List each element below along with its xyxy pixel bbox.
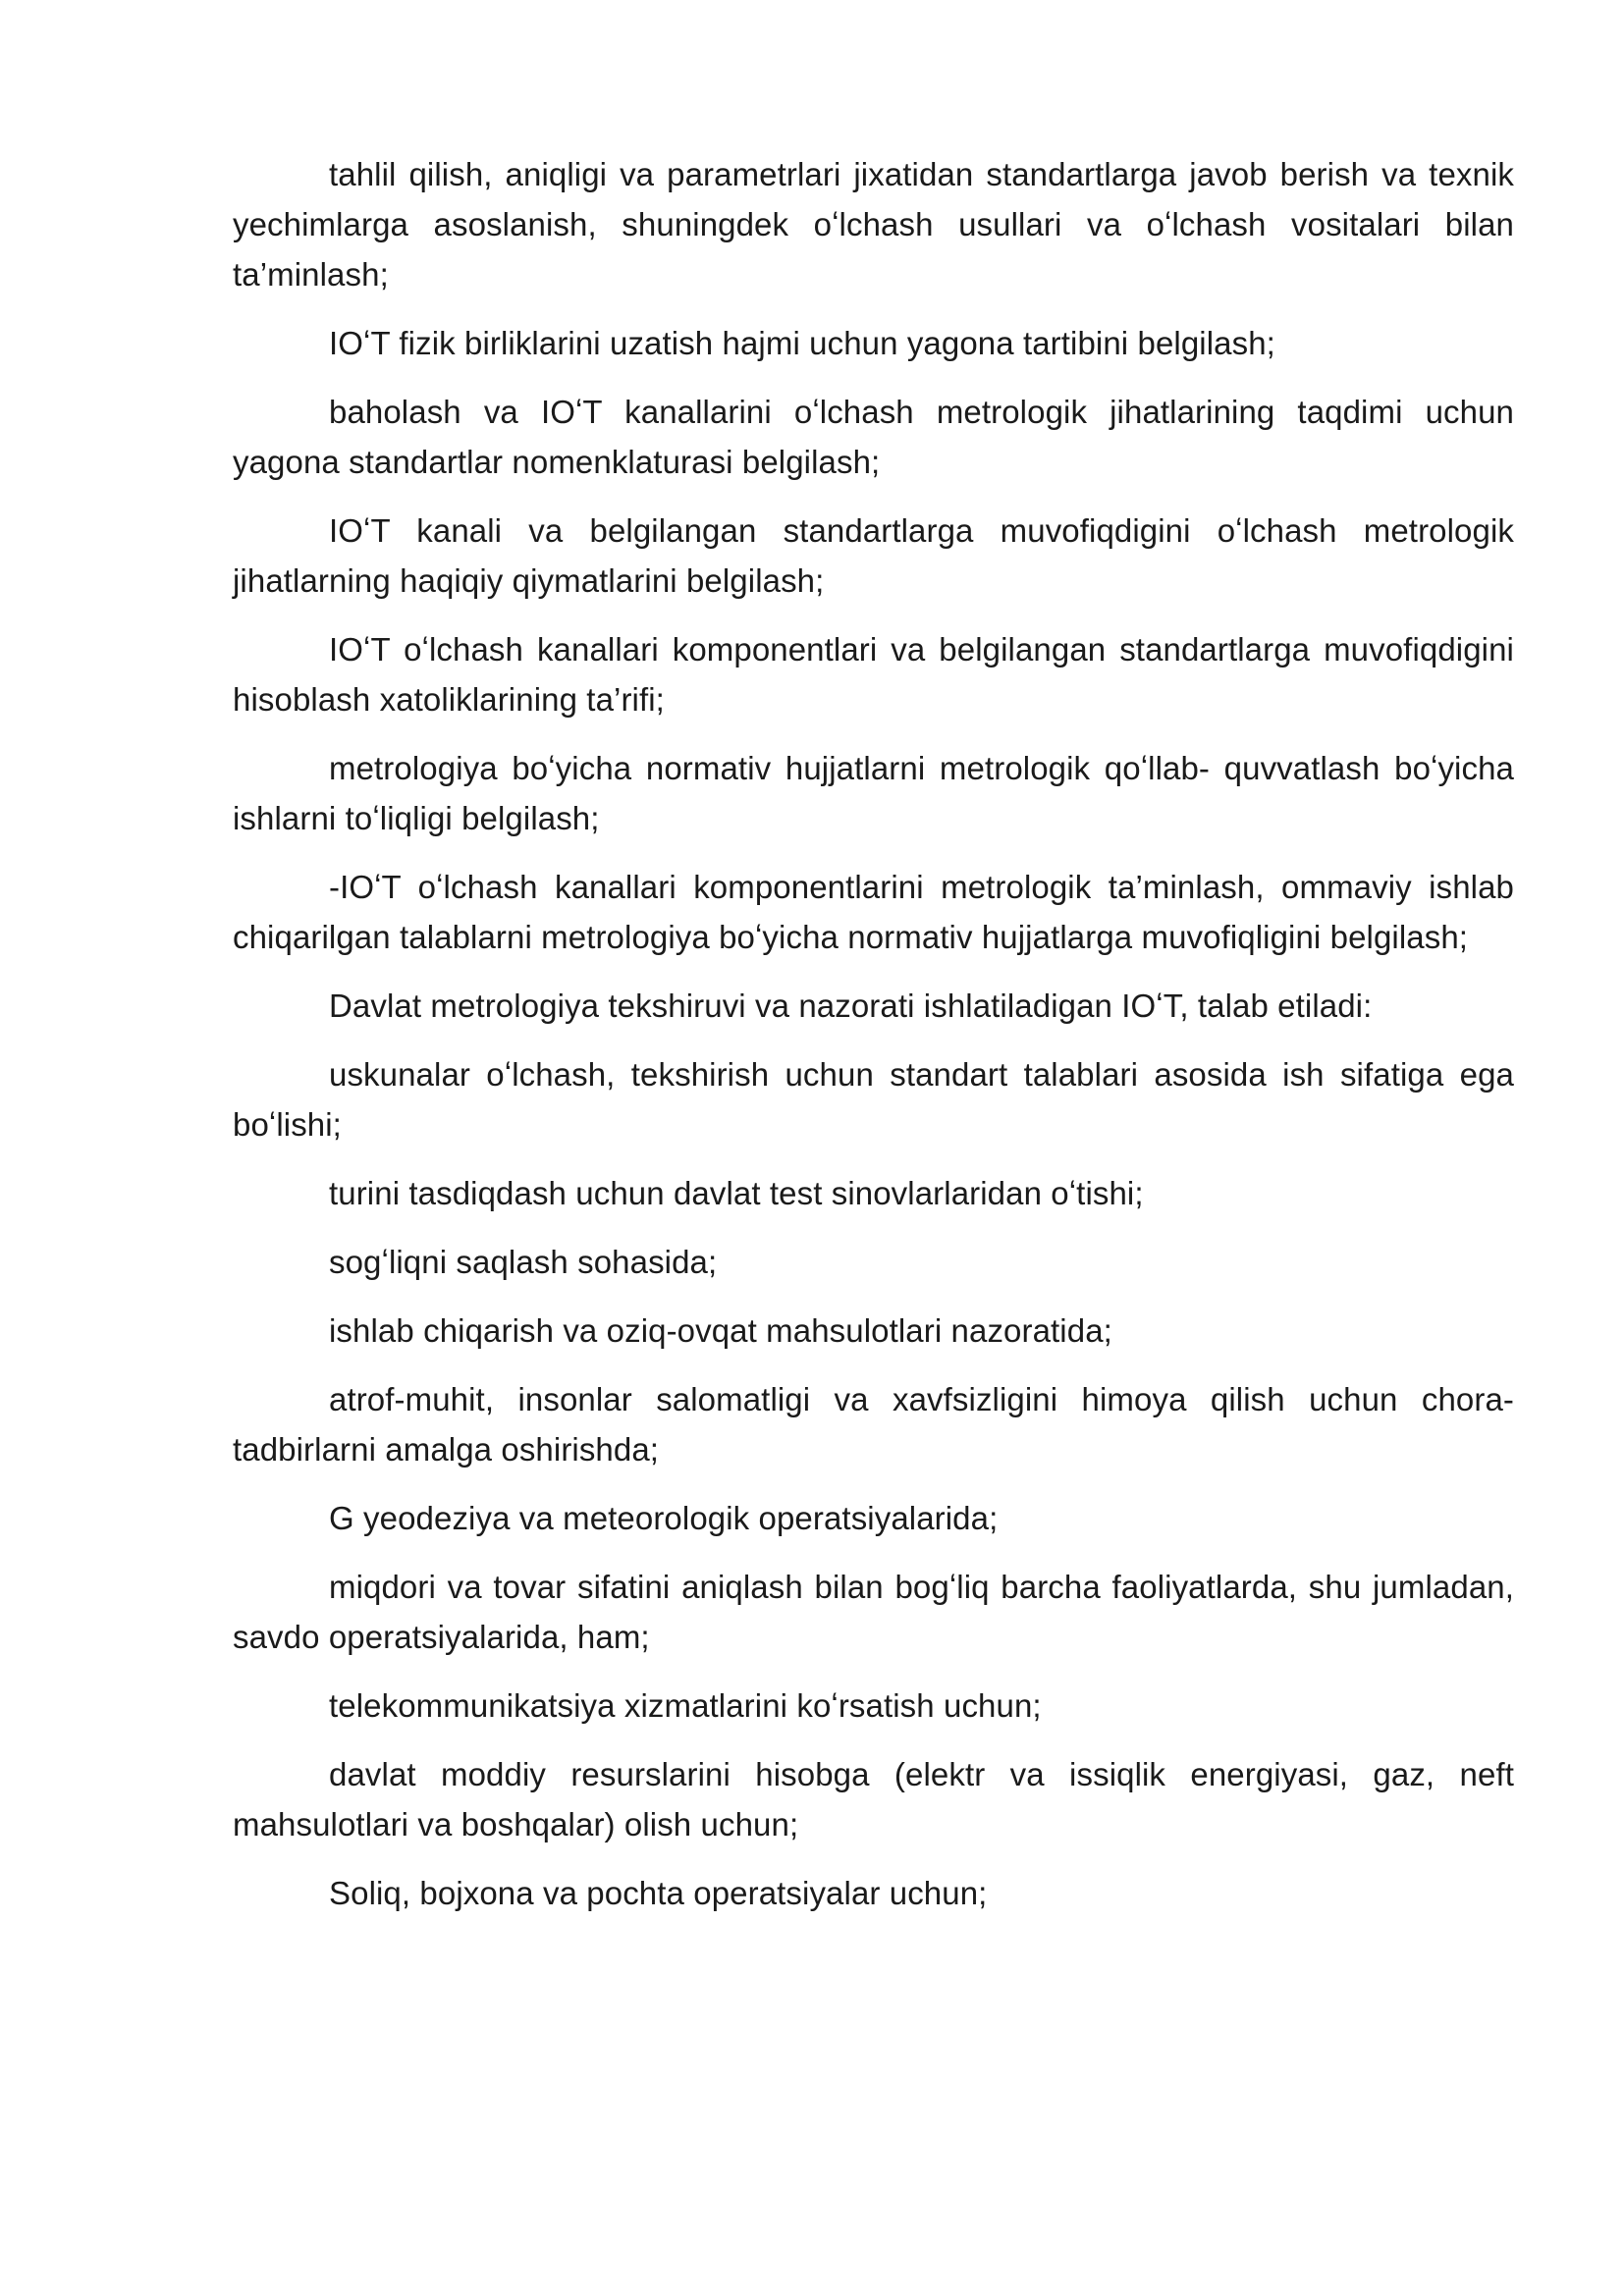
paragraph: telekommunikatsiya xizmatlarini koʻrsatish uchun; bbox=[329, 1687, 1042, 1724]
paragraph: ishlab chiqarish va oziq-ovqat mahsulotlari nazoratida; bbox=[329, 1312, 1112, 1349]
paragraph: davlat moddiy resurslarini hisobga (elektr va issiqlik energiyasi, gaz, neft mahsulotlari va boshqalar) olish uchun; bbox=[233, 1756, 1514, 1842]
paragraph: IOʻT fizik birliklarini uzatish hajmi uchun yagona tartibini belgilash; bbox=[329, 325, 1275, 361]
paragraph: miqdori va tovar sifatini aniqlash bilan bogʻliq barcha faoliyatlarda, shu jumladan, savdo operatsiyalarida, ham; bbox=[233, 1569, 1514, 1655]
paragraph: IOʻT oʻlchash kanallari komponentlari va belgilangan standartlarga muvofiqdigini hisoblash xatoliklarining ta’rifi; bbox=[233, 631, 1514, 718]
paragraph: uskunalar oʻlchash, tekshirish uchun standart talablari asosida ish sifatiga ega boʻlishi; bbox=[233, 1056, 1514, 1143]
paragraph: sogʻliqni saqlash sohasida; bbox=[329, 1244, 718, 1280]
paragraph: G yeodeziya va meteorologik operatsiyalarida; bbox=[329, 1500, 999, 1536]
paragraph: turini tasdiqdash uchun davlat test sinovlarlaridan oʻtishi; bbox=[329, 1175, 1144, 1211]
paragraph: -IOʻT oʻlchash kanallari komponentlarini metrologik ta’minlash, ommaviy ishlab chiqarilgan talablarni metrologiya boʻyicha normativ hujjatlarga muvofiqligini belgilash; bbox=[233, 869, 1514, 955]
paragraph: atrof-muhit, insonlar salomatligi va xavfsizligini himoya qilish uchun chora-tadbirlarni amalga oshirishda; bbox=[233, 1381, 1514, 1468]
paragraph: baholash va IOʻT kanallarini oʻlchash metrologik jihatlarining taqdimi uchun yagona standartlar nomenklaturasi belgilash; bbox=[233, 394, 1514, 480]
paragraph: IOʻT kanali va belgilangan standartlarga muvofiqdigini oʻlchash metrologik jihatlarning haqiqiy qiymatlarini belgilash; bbox=[233, 512, 1514, 599]
paragraph: tahlil qilish, aniqligi va parametrlari jixatidan standartlarga javob berish va texnik yechimlarga asoslanish, shuningdek oʻlchash usullari va oʻlchash vositalari bilan ta’minlash; bbox=[233, 156, 1514, 293]
paragraph: Soliq, bojxona va pochta operatsiyalar uchun; bbox=[329, 1875, 988, 1911]
paragraph: Davlat metrologiya tekshiruvi va nazorati ishlatiladigan IOʻT, talab etiladi: bbox=[329, 988, 1373, 1024]
paragraph: metrologiya boʻyicha normativ hujjatlarni metrologik qoʻllab- quvvatlash boʻyicha ishlarni toʻliqligi belgilash; bbox=[233, 750, 1514, 836]
